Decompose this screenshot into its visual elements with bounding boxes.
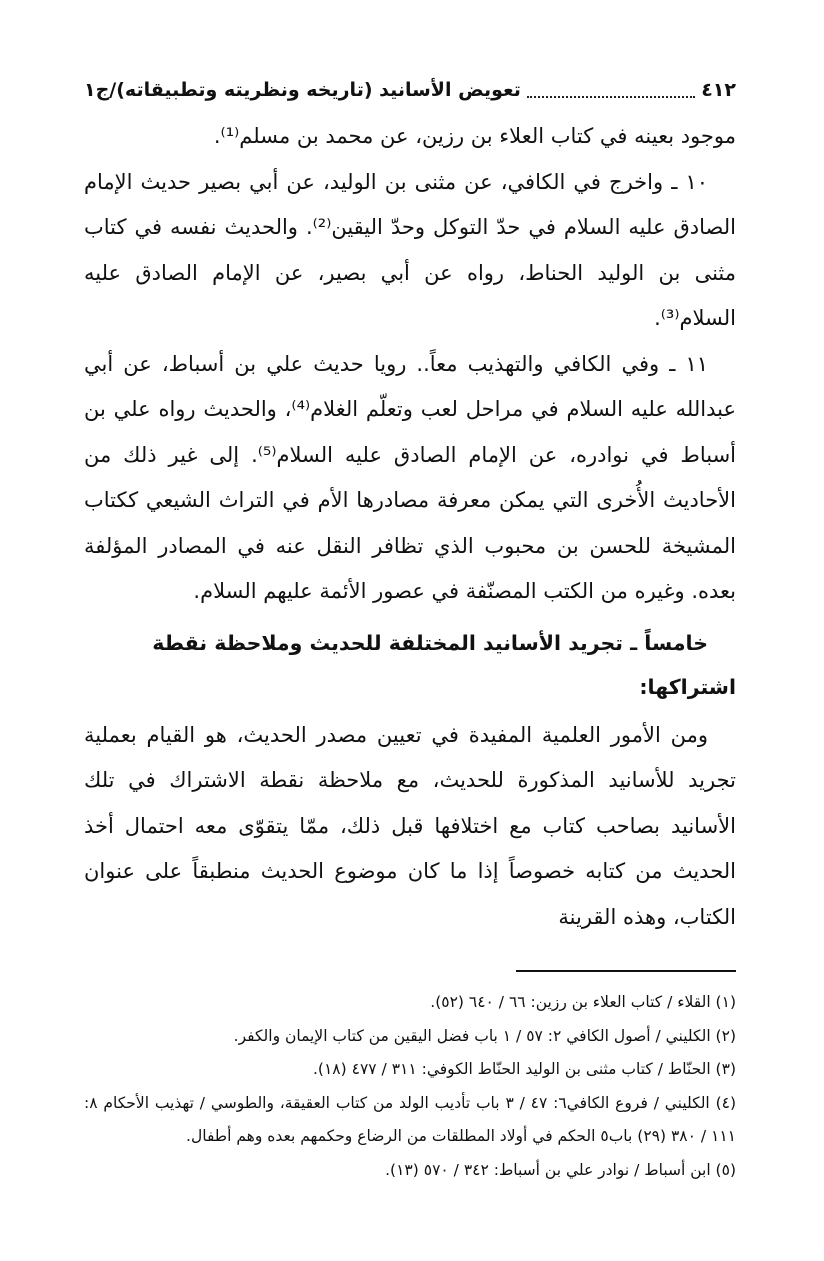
footnote-2: (٢) الكليني / أصول الكافي ٢: ٥٧ / ١ باب فضل اليقين من كتاب الإيمان والكفر. (233, 1026, 736, 1045)
book-page (84, 72, 736, 1187)
footnote-3: (٣) الحنّاط / كتاب مثنى بن الوليد الحنّاط الكوفي: ٣١١ / ٤٧٧ (١٨). (313, 1060, 736, 1078)
paragraph-4: ومن الأمور العلمية المفيدة في تعيين مصدر الحديث، هو القيام بعملية تجريد للأسانيد المذكورة للحديث، مع ملاحظة نقطة الاشتراك في تلك الأسانيد بصاحب كتاب مع اختلافها قبل ذلك، ممّا يتقوّى معه احتمال أخذ الحديث من كتابه خصوصاً إذا ما كان موضوع الحديث منطبقاً على عنوان الكتاب، وهذه القرينة (84, 722, 736, 929)
footnote-1: (١) القلاء / كتاب العلاء بن رزين: ٦٦ / ٦٤٠ (٥٢). (430, 993, 736, 1011)
footnote-4: (٤) الكليني / فروع الكافي٦: ٤٧ / ٣ باب تأديب الولد من كتاب العقيقة، والطوسي / تهذيب الأحكام ٨: ١١١ / ٣٨٠ (٢٩) باب٥ الحكم في أولاد المطلقات من الرضاع وحكمهم بعده وهم أطفال. (84, 1093, 737, 1145)
footnotes (84, 986, 736, 1187)
footnote-separator (516, 970, 736, 972)
running-title: تعويض الأسانيد (تاريخه ونظريته وتطبيقاته)/ج١ (84, 79, 521, 101)
main-text (84, 114, 736, 940)
section-heading: خامساً ـ تجريد الأسانيد المختلفة للحديث وملاحظة نقطة اشتراكها: (152, 630, 736, 699)
footnote-5: (٥) ابن أسباط / نوادر علي بن أسباط: ٣٤٢ / ٥٧٠ (١٣). (385, 1160, 736, 1179)
header-dot-leader (527, 82, 695, 98)
paragraph-2: ١٠ ـ واخرج في الكافي، عن مثنى بن الوليد، عن أبي بصير حديث الإمام الصادق عليه السلام في حدّ التوكل وحدّ اليقين⁽²⁾. والحديث نفسه في كتاب مثنى بن الوليد الحناط، رواه عن أبي بصير، عن الإمام الصادق عليه السلام⁽³⁾. (84, 169, 736, 330)
paragraph-3: ١١ ـ وفي الكافي والتهذيب معاً.. رويا حديث علي بن أسباط، عن أبي عبدالله عليه السلام في مراحل لعب وتعلّم الغلام⁽⁴⁾، والحديث رواه علي بن أسباط في نوادره، عن الإمام الصادق عليه السلام⁽⁵⁾. إلى غير ذلك من الأحاديث الأُخرى التي يمكن معرفة مصادرها الأم في التراث الشيعي ككتاب المشيخة للحسن بن محبوب الذي تظافر النقل عنه في المصادر المؤلفة بعده. وغيره من الكتب المصنّفة في عصور الأئمة عليهم السلام. (84, 351, 737, 603)
page-number: ٤١٢ (701, 79, 736, 101)
paragraph-1: موجود بعينه في كتاب العلاء بن رزين، عن محمد بن مسلم⁽¹⁾. (213, 124, 736, 148)
running-header (84, 72, 736, 108)
